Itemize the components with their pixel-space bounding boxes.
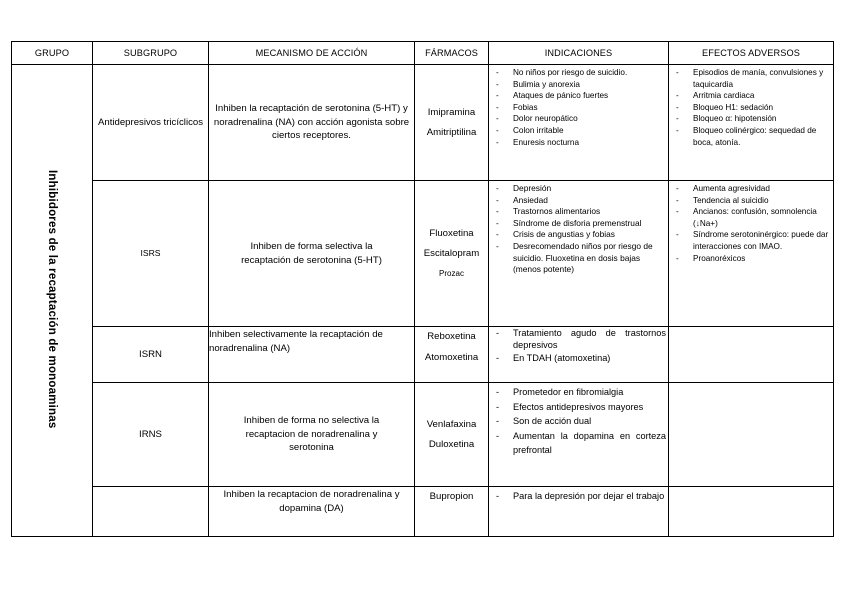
drug-name: Duloxetina xyxy=(428,438,475,450)
efectos-list xyxy=(669,65,833,148)
mecanismo-cell: Inhiben de forma selectiva la recaptación de serotonina (5-HT) xyxy=(209,181,415,327)
grupo-cell xyxy=(12,65,93,537)
list-item: - Ataques de pánico fuertes xyxy=(501,90,666,102)
list-item: - Son de acción dual xyxy=(501,414,666,429)
indicaciones-cell xyxy=(489,383,669,487)
indicaciones-cell xyxy=(489,181,669,327)
farmacos-cell xyxy=(415,487,489,537)
list-item: - Dolor neuropático xyxy=(501,113,666,125)
farmacos-cell xyxy=(415,181,489,327)
farmacos-cell xyxy=(415,327,489,383)
indicaciones-list xyxy=(489,65,668,148)
farmacos-cell xyxy=(415,383,489,487)
table-row xyxy=(12,327,834,383)
farmacos-cell xyxy=(415,65,489,181)
list-item: - Colon irritable xyxy=(501,125,666,137)
list-item: - Crisis de angustias y fobias xyxy=(501,229,666,241)
list-item: - Aumentan la dopamina en corteza prefrontal xyxy=(501,429,666,458)
drug-name: Fluoxetina xyxy=(429,227,474,239)
list-item: - Bloqueo α: hipotensión xyxy=(681,113,831,125)
list-item: - Aumenta agresividad xyxy=(681,183,831,195)
empty-cell xyxy=(669,327,834,383)
list-item: - No niños por riesgo de suicidio. xyxy=(501,67,666,79)
indicaciones-list xyxy=(489,327,668,366)
indicaciones-list xyxy=(489,487,668,504)
mecanismo-cell: Inhiben la recaptación de serotonina (5-HT) y noradrenalina (NA) con acción agonista sobre ciertos receptores. xyxy=(209,65,415,181)
list-item: - Arritmia cardiaca xyxy=(681,90,831,102)
subgrupo-cell: ISRN xyxy=(93,327,209,383)
grupo-label: Inhibidores de la recaptación de monoaminas xyxy=(46,170,58,429)
indicaciones-cell xyxy=(489,487,669,537)
list-item: - Proanoréxicos xyxy=(681,253,831,265)
efectos-list xyxy=(669,181,833,264)
header-farmacos: FÁRMACOS xyxy=(415,42,489,65)
drug-name: Bupropion xyxy=(429,491,474,502)
drug-name: Escitalopram xyxy=(423,247,480,259)
indicaciones-cell xyxy=(489,65,669,181)
indicaciones-list xyxy=(489,181,668,276)
drug-name: Imipramina xyxy=(427,106,476,118)
table-row xyxy=(12,181,834,327)
monoamine-reuptake-table xyxy=(11,41,834,537)
list-item: - Fobias xyxy=(501,102,666,114)
table-row xyxy=(12,487,834,537)
empty-cell xyxy=(93,487,209,537)
subgrupo-cell: IRNS xyxy=(93,383,209,487)
drug-name: Reboxetina xyxy=(427,331,476,342)
table-row xyxy=(12,65,834,181)
drug-name: Atomoxetina xyxy=(424,352,479,363)
list-item: - En TDAH (atomoxetina) xyxy=(501,351,666,366)
subgrupo-cell: ISRS xyxy=(93,181,209,327)
header-indicaciones: INDICACIONES xyxy=(489,42,669,65)
indicaciones-list xyxy=(489,383,668,458)
efectos-cell xyxy=(669,181,834,327)
header-mecanismo: MECANISMO DE ACCIÓN xyxy=(209,42,415,65)
empty-cell xyxy=(669,487,834,537)
drug-name: Venlafaxina xyxy=(426,418,477,430)
list-item: - Tendencia al suicidio xyxy=(681,195,831,207)
drug-name: Amitriptilina xyxy=(426,126,477,138)
mecanismo-cell: Inhiben la recaptacion de noradrenalina y dopamina (DA) xyxy=(209,487,415,537)
header-grupo: GRUPO xyxy=(12,42,93,65)
header-efectos: EFECTOS ADVERSOS xyxy=(669,42,834,65)
list-item: - Síndrome serotoninérgico: puede dar interacciones con IMAO. xyxy=(681,229,831,252)
header-row xyxy=(12,42,834,65)
table-row xyxy=(12,383,834,487)
list-item: - Trastornos alimentarios xyxy=(501,206,666,218)
efectos-cell xyxy=(669,65,834,181)
list-item: - Para la depresión por dejar el trabajo xyxy=(501,489,666,504)
list-item: - Prometedor en fibromialgia xyxy=(501,385,666,400)
mecanismo-cell: Inhiben de forma no selectiva la recaptacion de noradrenalina y serotonina xyxy=(209,383,415,487)
list-item: - Ancianos: confusión, somnolencia (↓Na+) xyxy=(681,206,831,229)
empty-cell xyxy=(669,383,834,487)
list-item: - Enuresis nocturna xyxy=(501,137,666,149)
subgrupo-cell: Antidepresivos tricíclicos xyxy=(93,65,209,181)
list-item: - Depresión xyxy=(501,183,666,195)
list-item: - Síndrome de disforia premenstrual xyxy=(501,218,666,230)
indicaciones-cell xyxy=(489,327,669,383)
list-item: - Episodios de manía, convulsiones y taquicardia xyxy=(681,67,831,90)
header-subgrupo: SUBGRUPO xyxy=(93,42,209,65)
list-item: - Desrecomendado niños por riesgo de suicidio. Fluoxetina en dosis bajas (menos potente) xyxy=(501,241,666,276)
list-item: - Bloqueo H1: sedación xyxy=(681,102,831,114)
list-item: - Tratamiento agudo de trastornos depresivos xyxy=(501,327,666,351)
list-item: - Efectos antidepresivos mayores xyxy=(501,400,666,415)
mecanismo-cell: Inhiben selectivamente la recaptación de noradrenalina (NA) xyxy=(209,327,415,383)
list-item: - Bulimia y anorexia xyxy=(501,79,666,91)
list-item: - Bloqueo colinérgico: sequedad de boca, atonía. xyxy=(681,125,831,148)
list-item: - Ansiedad xyxy=(501,195,666,207)
drug-name: Prozac xyxy=(439,268,464,278)
